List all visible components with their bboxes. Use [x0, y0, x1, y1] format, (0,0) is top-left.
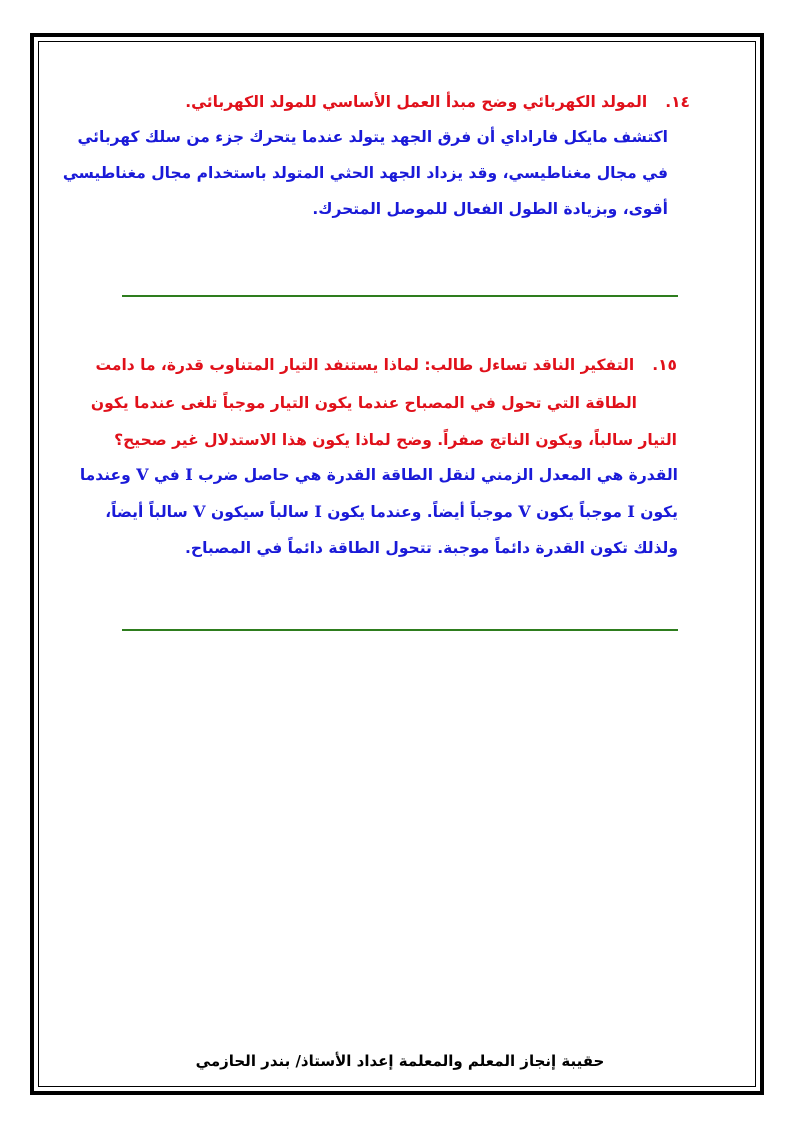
- answer-15-text-1b: في: [154, 466, 180, 484]
- answer-15-text-1c: وعندما: [79, 466, 131, 484]
- symbol-current-i: I: [314, 502, 322, 521]
- symbol-voltage-v: V: [518, 502, 531, 521]
- answer-15-text-2e: سالباً أيضاً،: [105, 503, 188, 521]
- question-15-text-1: التفكير الناقد تساءل طالب: لماذا يستنفد التيار المتناوب قدرة، ما دامت: [95, 356, 635, 374]
- page-footer: حقيبة إنجاز المعلم والمعلمة إعداد الأستاذ/ بندر الحازمي: [195, 1052, 605, 1070]
- section-divider-2: [122, 629, 678, 631]
- question-14-number: ١٤.: [665, 93, 690, 111]
- section-divider-1: [122, 295, 678, 297]
- answer-15: [79, 465, 678, 575]
- answer-15-text-2c: موجباً أيضاً. وعندما يكون: [327, 503, 513, 521]
- answer-14: [62, 128, 668, 238]
- question-14-text: المولد الكهربائي وضح مبدأ العمل الأساسي للمولد الكهربائي.: [185, 93, 648, 111]
- answer-14-line-1: اكتشف مايكل فاراداي أن فرق الجهد يتولد عندما يتحرك جزء من سلك كهربائي: [77, 128, 668, 146]
- answer-15-line-3: ولذلك تكون القدرة دائماً موجبة. تتحول الطاقة دائماً في المصباح.: [185, 539, 678, 557]
- symbol-current-i: I: [185, 465, 193, 484]
- symbol-voltage-v: V: [193, 502, 206, 521]
- question-14-line: [185, 93, 690, 111]
- question-14: [90, 93, 690, 123]
- symbol-current-i: I: [627, 502, 635, 521]
- answer-15-line-2: [105, 502, 678, 521]
- answer-14-line-2: في مجال مغناطيسي، وقد يزداد الجهد الحثي المتولد باستخدام مجال مغناطيسي: [62, 164, 668, 182]
- question-15-line-1: [95, 356, 677, 374]
- answer-15-text-2b: موجباً يكون: [536, 503, 622, 521]
- question-15: [90, 356, 677, 476]
- question-15-line-2: الطاقة التي تحول في المصباح عندما يكون التيار موجباً تلغى عندما يكون: [90, 394, 637, 412]
- answer-15-line-1: [80, 465, 678, 484]
- symbol-voltage-v: V: [136, 465, 149, 484]
- answer-15-text-2d: سالباً سيكون: [210, 503, 309, 521]
- question-15-number: ١٥.: [652, 356, 677, 374]
- question-15-line-3: التيار سالباً، ويكون الناتج صفراً. وضح لماذا يكون هذا الاستدلال غير صحيح؟: [114, 431, 677, 449]
- answer-15-text-2a: يكون: [640, 503, 678, 521]
- answer-14-line-3: أقوى، وبزيادة الطول الفعال للموصل المتحرك.: [312, 200, 668, 218]
- answer-15-text-1a: القدرة هي المعدل الزمني لنقل الطاقة القدرة هي حاصل ضرب: [198, 466, 678, 484]
